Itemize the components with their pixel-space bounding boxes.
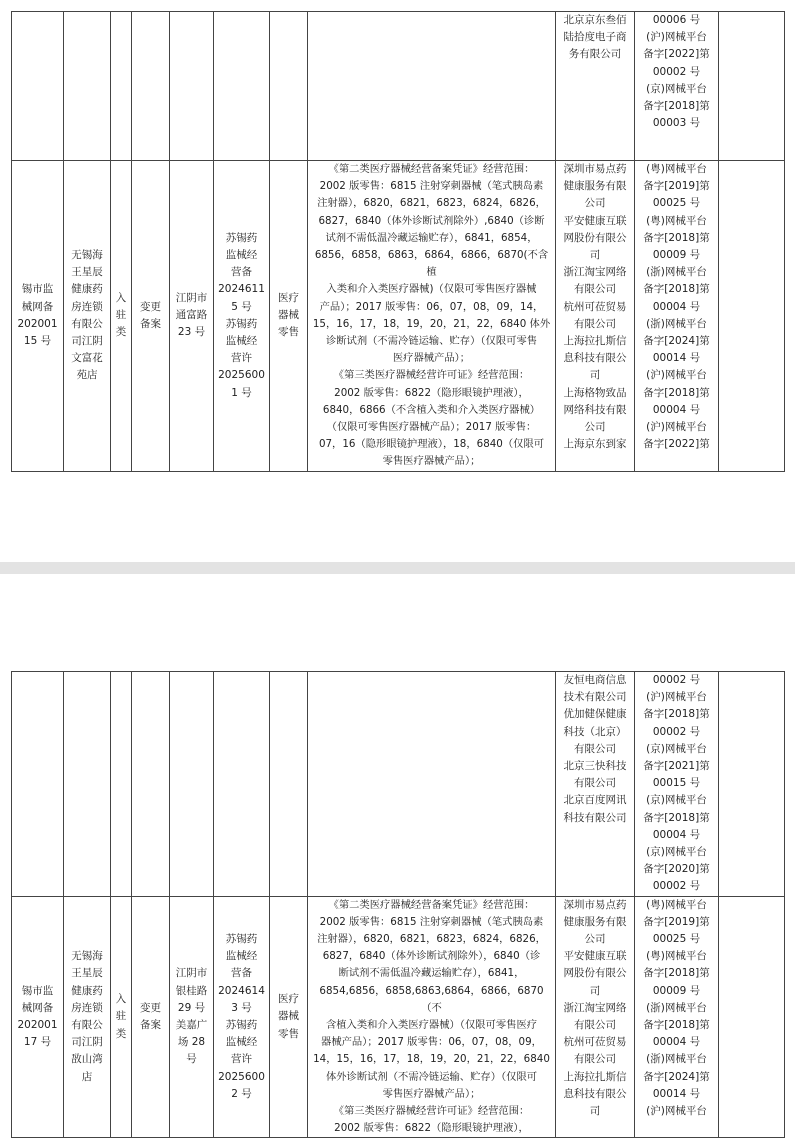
filing-table-2 — [11, 671, 785, 1138]
address-line: 23 号 — [177, 326, 206, 339]
record-line: (沪)网械平台 — [646, 691, 707, 704]
action-line: 备案 — [140, 1019, 161, 1032]
platform-line: 上海拉扎斯信 — [563, 1070, 627, 1083]
cell-platform — [556, 896, 635, 1138]
platform-line: 科技有限公司 — [563, 811, 627, 824]
platform-line: 浙江淘宝网络 — [563, 266, 627, 279]
record-line: 00025 号 — [652, 197, 701, 210]
cell-remark — [719, 896, 785, 1138]
cell-action — [132, 672, 170, 897]
record-line: 00004 号 — [652, 403, 701, 416]
company-line: 有限公 — [71, 1019, 103, 1032]
company-line: 健康药 — [71, 283, 103, 296]
cell-action — [132, 896, 170, 1138]
action-line: 备案 — [140, 317, 161, 330]
cell-platform-record — [635, 896, 719, 1138]
cell-scope — [308, 161, 556, 472]
record-line: (粤)网械平台 — [646, 950, 707, 963]
record-line: 00004 号 — [652, 828, 701, 841]
record-line: 备字[2018]第 — [643, 231, 710, 244]
table-row — [12, 896, 785, 1138]
record-line: 00002 号 — [652, 725, 701, 738]
record-line: 备字[2021]第 — [643, 760, 710, 773]
cell-address — [170, 672, 214, 897]
scope-line: 6856，6858，6863，6864，6866，6870(不含植 — [314, 249, 549, 279]
scope-line: （仅限可零售医疗器械产品）；2017 版零售： — [326, 421, 537, 434]
company-line: 苑店 — [76, 369, 98, 382]
record-line: 备字[2018]第 — [643, 708, 710, 721]
platform-line: 杭州可莅贸易 — [563, 1036, 627, 1049]
scope-line: 15，16，17，18，19，20，21，22，6840 体外 — [312, 317, 551, 330]
scope-line: 14，15，16，17，18，19，20，21，22，6840 — [313, 1053, 550, 1066]
company-line: 王星辰 — [71, 967, 103, 980]
record-line: 00003 号 — [652, 117, 701, 130]
license-line: 2025600 — [218, 369, 265, 382]
cell-scope — [308, 12, 556, 161]
record-line: 备字[2020]第 — [643, 863, 710, 876]
platform-line: 司 — [589, 369, 601, 382]
company-line: 无锡海 — [71, 249, 103, 262]
company-line: 有限公 — [71, 317, 103, 330]
platform-line: 上海拉扎斯信 — [563, 335, 627, 348]
record-line: (粤)网械平台 — [646, 214, 707, 227]
platform-line: 公司 — [584, 421, 606, 434]
license-line: 苏锡药 — [225, 317, 258, 330]
page-1-clip — [0, 0, 795, 468]
scope-line: 零售医疗器械产品）； — [382, 455, 481, 468]
address-line: 江阴市 — [175, 967, 208, 980]
page-2-clip — [0, 574, 795, 1135]
scope-line: 2002 版零售：6822（隐形眼镜护理液）， — [334, 386, 529, 399]
license-line: 营备 — [231, 967, 252, 980]
scope-line: 《第三类医疗器械经营许可证》经营范围： — [333, 1105, 530, 1118]
platform-line: 深圳市易点药 — [563, 163, 627, 175]
scope-line: 6854,6856，6858,6863,6864，6866，6870（不 — [319, 984, 544, 1014]
address-line: 场 28 — [177, 1036, 206, 1049]
company-line: 王星辰 — [71, 266, 103, 279]
scope-line: 断试剂不需低温冷藏运输贮存），6841， — [338, 967, 525, 980]
record-no-line: 锡市监 — [21, 984, 54, 997]
record-line: 备字[2018]第 — [643, 1019, 710, 1032]
cell-action — [132, 161, 170, 472]
cell-remark — [719, 672, 785, 897]
cell-license — [214, 672, 270, 897]
record-line: 备字[2018]第 — [643, 283, 710, 296]
company-line: 敔山湾 — [71, 1053, 103, 1066]
record-line: 备字[2022]第 — [643, 438, 710, 451]
mode-line: 医疗 — [278, 292, 299, 305]
table-row — [12, 672, 785, 897]
filing-table-1 — [11, 11, 785, 472]
scope-line: 入类和介入类医疗器械)（仅限可零售医疗器械 — [326, 283, 537, 296]
company-line: 司江阴 — [71, 1036, 103, 1049]
cell-scope — [308, 896, 556, 1138]
cell-company — [64, 12, 111, 161]
company-line: 店 — [81, 1070, 93, 1083]
platform-line: 平安健康互联 — [563, 214, 627, 227]
license-line: 苏锡药 — [225, 933, 258, 946]
document-page-2 — [0, 574, 795, 1135]
record-no-line: 202001 — [17, 1019, 58, 1032]
platform-line: 浙江淘宝网络 — [563, 1001, 627, 1014]
record-line: (沪)网械平台 — [646, 369, 707, 382]
address-line: 美嘉广 — [175, 1019, 208, 1032]
cell-action — [132, 12, 170, 161]
platform-line: 上海京东到家 — [563, 438, 627, 451]
scope-line: 医疗器械产品）； — [392, 352, 471, 365]
record-line: 00025 号 — [652, 933, 701, 946]
mode-line: 器械 — [278, 1010, 299, 1023]
scope-line: 07，16（隐形眼镜护理液），18，6840（仅限可 — [318, 438, 545, 451]
mode-line: 器械 — [278, 309, 299, 322]
record-no-line: 锡市监 — [21, 283, 54, 296]
scope-line: 6827，6840（体外诊断试剂除外），6840（诊 — [322, 950, 541, 963]
scope-line: 2002 版零售：6815 注射穿刺器械（笔式胰岛素 — [319, 915, 544, 928]
platform-line: 有限公司 — [574, 1053, 616, 1066]
license-line: 营许 — [231, 1053, 252, 1066]
scope-line: 试剂不需低温冷藏运输贮存），6841，6854， — [325, 231, 538, 244]
cell-address — [170, 12, 214, 161]
type-line: 驻 — [115, 1010, 127, 1023]
cell-platform — [556, 161, 635, 472]
record-line: (京)网械平台 — [646, 794, 707, 807]
type-line: 类 — [115, 1027, 127, 1040]
record-line: (沪)网械平台 — [646, 421, 707, 434]
cell-type — [111, 672, 132, 897]
platform-line: 北京京东叁佰 — [563, 14, 627, 26]
record-line: 备字[2022]第 — [643, 48, 710, 61]
scope-line: 《第三类医疗器械经营许可证》经营范围： — [333, 369, 530, 382]
platform-line: 友恒电商信息 — [563, 674, 627, 686]
record-line: 备字[2024]第 — [643, 335, 710, 348]
cell-type — [111, 161, 132, 472]
cell-record-no — [12, 672, 64, 897]
platform-line: 平安健康互联 — [563, 950, 627, 963]
license-line: 2024614 — [218, 984, 265, 997]
platform-line: 杭州可莅贸易 — [563, 300, 627, 313]
cell-mode — [270, 896, 308, 1138]
cell-scope — [308, 672, 556, 897]
license-line: 监械经 — [225, 950, 258, 963]
record-line: 备字[2024]第 — [643, 1070, 710, 1083]
record-line: (粤)网械平台 — [646, 163, 707, 175]
company-line: 无锡海 — [71, 950, 103, 963]
license-line: 苏锡药 — [225, 1019, 258, 1032]
record-line: 00014 号 — [652, 352, 701, 365]
platform-line: 上海格物致品 — [563, 386, 627, 399]
scope-line: 6827，6840（体外诊断试剂除外）,6840（诊断 — [318, 214, 545, 227]
license-line: 营备 — [231, 266, 252, 279]
platform-line: 优加健保健康 — [563, 708, 627, 721]
mode-line: 零售 — [278, 1027, 299, 1040]
scope-line: 注射器），6820，6821，6823，6824，6826， — [317, 933, 546, 946]
record-line: 备字[2018]第 — [643, 386, 710, 399]
scope-line: 零售医疗器械产品）； — [382, 1087, 481, 1100]
record-line: (浙)网械平台 — [646, 1053, 707, 1066]
company-line: 房连锁 — [71, 1001, 103, 1014]
address-line: 号 — [186, 1053, 197, 1066]
platform-line: 有限公司 — [574, 317, 616, 330]
record-line: 00002 号 — [652, 674, 701, 686]
record-line: (粤)网械平台 — [646, 898, 707, 911]
cell-platform-record — [635, 12, 719, 161]
cell-license — [214, 12, 270, 161]
scope-line: 诊断试剂（不需冷链运输、贮存）（仅限可零售 — [325, 335, 538, 348]
platform-line: 公司 — [584, 197, 606, 210]
scope-line: 产品）；2017 版零售：06，07，08，09，14， — [319, 300, 544, 313]
platform-line: 有限公司 — [574, 1019, 616, 1032]
cell-record-no — [12, 896, 64, 1138]
platform-line: 司 — [589, 1105, 601, 1118]
record-line: 备字[2019]第 — [643, 915, 710, 928]
license-line: 监械经 — [225, 249, 258, 262]
company-line: 文富花 — [71, 352, 103, 365]
cell-mode — [270, 12, 308, 161]
cell-address — [170, 896, 214, 1138]
cell-license — [214, 161, 270, 472]
cell-record-no — [12, 161, 64, 472]
cell-company — [64, 161, 111, 472]
cell-license — [214, 896, 270, 1138]
platform-line: 健康服务有限 — [563, 180, 627, 193]
cell-record-no — [12, 12, 64, 161]
cell-address — [170, 161, 214, 472]
cell-mode — [270, 672, 308, 897]
platform-line: 网络科技有限 — [563, 403, 627, 416]
scope-line: 《第二类医疗器械经营备案凭证》经营范围： — [328, 898, 535, 911]
record-line: (京)网械平台 — [646, 82, 707, 95]
scope-line: 含植入类和介入类医疗器械）（仅限可零售医疗 — [325, 1019, 538, 1032]
scope-line: 2002 版零售：6822（隐形眼镜护理液）， — [334, 1122, 529, 1135]
record-line: 00009 号 — [652, 984, 701, 997]
platform-line: 务有限公司 — [568, 48, 622, 61]
cell-remark — [719, 161, 785, 472]
record-line: (沪)网械平台 — [646, 1105, 707, 1118]
record-line: 00004 号 — [652, 300, 701, 313]
type-line: 类 — [115, 326, 127, 339]
record-line: 备字[2018]第 — [643, 100, 710, 113]
record-line: (沪)网械平台 — [646, 31, 707, 44]
record-line: 备字[2018]第 — [643, 811, 710, 824]
page-separator — [0, 562, 795, 574]
platform-line: 司 — [589, 249, 601, 262]
record-line: 备字[2019]第 — [643, 180, 710, 193]
record-line: 00009 号 — [652, 249, 701, 262]
mode-line: 医疗 — [278, 993, 299, 1006]
platform-line: 有限公司 — [574, 777, 616, 790]
scope-line: 体外诊断试剂（不需冷链运输、贮存）（仅限可 — [325, 1070, 538, 1083]
platform-line: 息科技有限公 — [563, 1087, 627, 1100]
cell-company — [64, 672, 111, 897]
license-line: 5 号 — [231, 300, 252, 313]
record-line: (浙)网械平台 — [646, 1001, 707, 1014]
scope-line: 6840，6866（不含植入类和介入类医疗器械） — [322, 403, 541, 416]
record-line: 00015 号 — [652, 777, 701, 790]
company-line: 司江阴 — [71, 335, 103, 348]
license-line: 监械经 — [225, 335, 258, 348]
table-row — [12, 161, 785, 472]
license-line: 2025600 — [218, 1070, 265, 1083]
type-line: 驻 — [115, 309, 127, 322]
scope-line: 2002 版零售：6815 注射穿刺器械（笔式胰岛素 — [319, 180, 544, 193]
license-line: 苏锡药 — [225, 231, 258, 244]
cell-mode — [270, 161, 308, 472]
cell-platform-record — [635, 161, 719, 472]
cell-type — [111, 12, 132, 161]
cell-platform — [556, 672, 635, 897]
cell-type — [111, 896, 132, 1138]
table-row — [12, 12, 785, 161]
platform-line: 有限公司 — [574, 283, 616, 296]
license-line: 3 号 — [231, 1001, 252, 1014]
address-line: 29 号 — [177, 1001, 206, 1014]
address-line: 通富路 — [175, 309, 208, 322]
record-line: 备字[2018]第 — [643, 967, 710, 980]
cell-company — [64, 896, 111, 1138]
platform-line: 健康服务有限 — [563, 915, 627, 928]
cell-platform-record — [635, 672, 719, 897]
platform-line: 网股份有限公 — [563, 231, 627, 244]
record-line: 00006 号 — [652, 14, 701, 26]
platform-line: 息科技有限公 — [563, 352, 627, 365]
action-line: 变更 — [140, 300, 161, 313]
license-line: 监械经 — [225, 1036, 258, 1049]
type-line: 入 — [115, 993, 127, 1006]
platform-line: 科技（北京） — [563, 725, 627, 738]
platform-line: 陆拾度电子商 — [563, 31, 627, 44]
record-line: (浙)网械平台 — [646, 266, 707, 279]
record-no-line: 202001 — [17, 317, 58, 330]
mode-line: 零售 — [278, 326, 299, 339]
record-line: 00004 号 — [652, 1036, 701, 1049]
address-line: 江阴市 — [175, 292, 208, 305]
cell-platform — [556, 12, 635, 161]
cell-remark — [719, 12, 785, 161]
record-line: (京)网械平台 — [646, 846, 707, 859]
license-line: 1 号 — [231, 386, 252, 399]
record-line: 00002 号 — [652, 880, 701, 893]
record-no-line: 械网备 — [21, 300, 54, 313]
platform-line: 深圳市易点药 — [563, 898, 627, 911]
address-line: 银桂路 — [175, 984, 208, 997]
document-page-1 — [0, 0, 795, 562]
action-line: 变更 — [140, 1001, 161, 1014]
company-line: 房连锁 — [71, 300, 103, 313]
scope-line: 注射器），6820，6821，6823，6824，6826， — [317, 197, 546, 210]
platform-line: 司 — [589, 984, 601, 997]
scope-line: 器械产品）；2017 版零售：06，07，08，09， — [321, 1036, 542, 1049]
platform-line: 网股份有限公 — [563, 967, 627, 980]
platform-line: 有限公司 — [574, 742, 616, 755]
record-line: (浙)网械平台 — [646, 317, 707, 330]
platform-line: 技术有限公司 — [563, 691, 627, 704]
record-line: 00014 号 — [652, 1087, 701, 1100]
license-line: 2024611 — [218, 283, 265, 296]
type-line: 入 — [115, 292, 127, 305]
license-line: 营许 — [231, 352, 252, 365]
record-no-line: 械网备 — [21, 1001, 54, 1014]
license-line: 2 号 — [231, 1087, 252, 1100]
record-line: (京)网械平台 — [646, 742, 707, 755]
record-no-line: 15 号 — [23, 335, 52, 348]
platform-line: 公司 — [584, 933, 606, 946]
scope-line: 《第二类医疗器械经营备案凭证》经营范围： — [328, 163, 535, 175]
record-no-line: 17 号 — [23, 1036, 52, 1049]
company-line: 健康药 — [71, 984, 103, 997]
record-line: 00002 号 — [652, 65, 701, 78]
platform-line: 北京三快科技 — [563, 760, 627, 773]
platform-line: 北京百度网讯 — [563, 794, 627, 807]
